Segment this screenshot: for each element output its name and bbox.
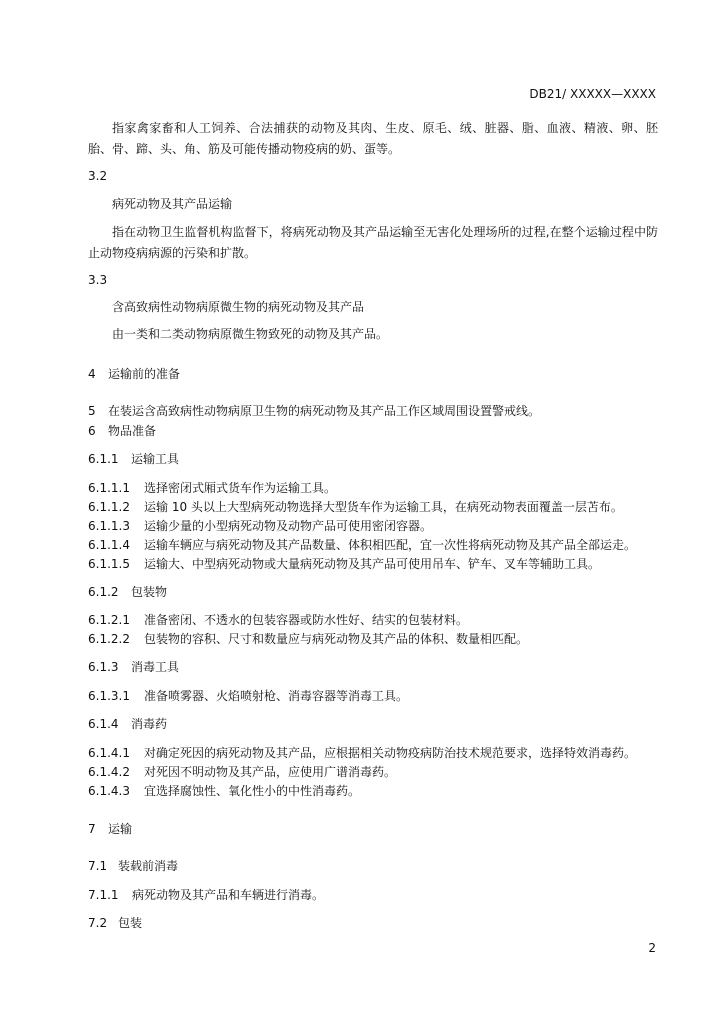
heading-7-1-number: 7.1: [88, 859, 108, 873]
list-item: [88, 518, 432, 534]
heading-6-1-3: [88, 659, 179, 675]
heading-6-1-1-number: 6.1.1: [88, 452, 119, 466]
heading-4-number: 4: [88, 367, 96, 381]
page-number: 2: [648, 941, 656, 955]
list-item-text: 运输车辆应与病死动物及其产品数量、体积相匹配，宜一次性将病死动物及其产品全部运走。: [144, 538, 637, 552]
list-item: [88, 887, 324, 903]
heading-6-1-4-title: 消毒药: [131, 717, 168, 731]
list-item: [88, 499, 623, 515]
heading-5-number: 5: [88, 404, 96, 418]
heading-6-number: 6: [88, 424, 96, 438]
list-item-text: 运输少量的小型病死动物及动物产品可使用密闭容器。: [144, 519, 433, 533]
heading-6: [88, 423, 156, 439]
definition-3-2: 指在动物卫生监督机构监督下，将病死动物及其产品运输至无害化处理场所的过程,在整个运输过程中防止动物疫病病源的污染和扩散。: [88, 225, 658, 260]
term-3-3: 含高致病性动物病原微生物的病死动物及其产品: [112, 300, 365, 314]
heading-6-1-2-title: 包装物: [131, 585, 168, 599]
heading-4: [88, 366, 180, 382]
list-item-text: 对确定死因的病死动物及其产品，应根据相关动物疫病防治技术规范要求，选择特效消毒药。: [144, 746, 637, 760]
list-item-number: 7.1.1: [88, 888, 119, 902]
list-item-text: 运输 10 头以上大型病死动物选择大型货车作为运输工具，在病死动物表面覆盖一层苫布。: [144, 500, 623, 514]
list-item-number: 6.1.4.3: [88, 784, 130, 798]
definition-3-1: 指家禽家畜和人工饲养、合法捕获的动物及其肉、生皮、原毛、绒、脏器、脂、血液、精液、卵、胚胎、骨、蹄、头、角、筋及可能传播动物疫病的奶、蛋等。: [88, 121, 658, 156]
heading-7-2: [88, 915, 142, 931]
list-item: [88, 612, 468, 628]
list-item-text: 准备密闭、不透水的包装容器或防水性好、结实的包装材料。: [144, 613, 469, 627]
heading-6-1-2: [88, 584, 167, 600]
list-item-text: 选择密闭式厢式货车作为运输工具。: [144, 481, 337, 495]
list-item: [88, 783, 360, 799]
heading-7-1: [88, 858, 178, 874]
list-item: [88, 537, 636, 553]
list-item-number: 6.1.2.1: [88, 613, 130, 627]
heading-6-1-4: [88, 716, 167, 732]
list-item-text: 准备喷雾器、火焰喷射枪、消毒容器等消毒工具。: [144, 689, 409, 703]
clause-number-3-3: 3.3: [88, 273, 108, 287]
list-item-text: 运输大、中型病死动物或大量病死动物及其产品可使用吊车、铲车、叉车等辅助工具。: [144, 557, 601, 571]
heading-7-2-number: 7.2: [88, 916, 108, 930]
clause-number-3-2: 3.2: [88, 169, 108, 183]
list-item-number: 6.1.4.2: [88, 765, 130, 779]
heading-5-title: 在装运含高致病性动物病原卫生物的病死动物及其产品工作区域周围设置警戒线。: [108, 404, 541, 418]
list-item: [88, 631, 528, 647]
list-item-number: 6.1.4.1: [88, 746, 130, 760]
heading-6-1-4-number: 6.1.4: [88, 717, 119, 731]
list-item: [88, 480, 336, 496]
list-item-number: 6.1.1.5: [88, 557, 130, 571]
heading-6-1-1: [88, 451, 179, 467]
list-item-number: 6.1.3.1: [88, 689, 130, 703]
list-item-text: 对死因不明动物及其产品，应使用广谱消毒药。: [144, 765, 397, 779]
heading-6-1-2-number: 6.1.2: [88, 585, 119, 599]
heading-5: [88, 403, 540, 419]
list-item: [88, 745, 636, 761]
list-item-number: 6.1.2.2: [88, 632, 130, 646]
heading-7-title: 运输: [108, 822, 133, 836]
list-item-number: 6.1.1.3: [88, 519, 130, 533]
heading-6-1-3-number: 6.1.3: [88, 660, 119, 674]
list-item: [88, 764, 396, 780]
heading-7-number: 7: [88, 822, 96, 836]
list-item-number: 6.1.1.1: [88, 481, 130, 495]
list-item: [88, 688, 408, 704]
list-item-text: 宜选择腐蚀性、氧化性小的中性消毒药。: [144, 784, 361, 798]
list-item-text: 包装物的容积、尺寸和数量应与病死动物及其产品的体积、数量相匹配。: [144, 632, 529, 646]
heading-7: [88, 821, 132, 837]
list-item: [88, 556, 600, 572]
heading-7-1-title: 装载前消毒: [118, 859, 179, 873]
heading-6-title: 物品准备: [108, 424, 157, 438]
definition-3-3: 由一类和二类动物病原微生物致死的动物及其产品。: [112, 327, 389, 341]
list-item-number: 6.1.1.2: [88, 500, 130, 514]
heading-4-title: 运输前的准备: [108, 367, 181, 381]
list-item-text: 病死动物及其产品和车辆进行消毒。: [132, 888, 325, 902]
term-3-2: 病死动物及其产品运输: [112, 197, 233, 211]
list-item-number: 6.1.1.4: [88, 538, 130, 552]
document-code-header: DB21/ XXXXX—XXXX: [529, 87, 656, 101]
heading-6-1-3-title: 消毒工具: [131, 660, 180, 674]
heading-6-1-1-title: 运输工具: [131, 452, 180, 466]
heading-7-2-title: 包装: [118, 916, 143, 930]
